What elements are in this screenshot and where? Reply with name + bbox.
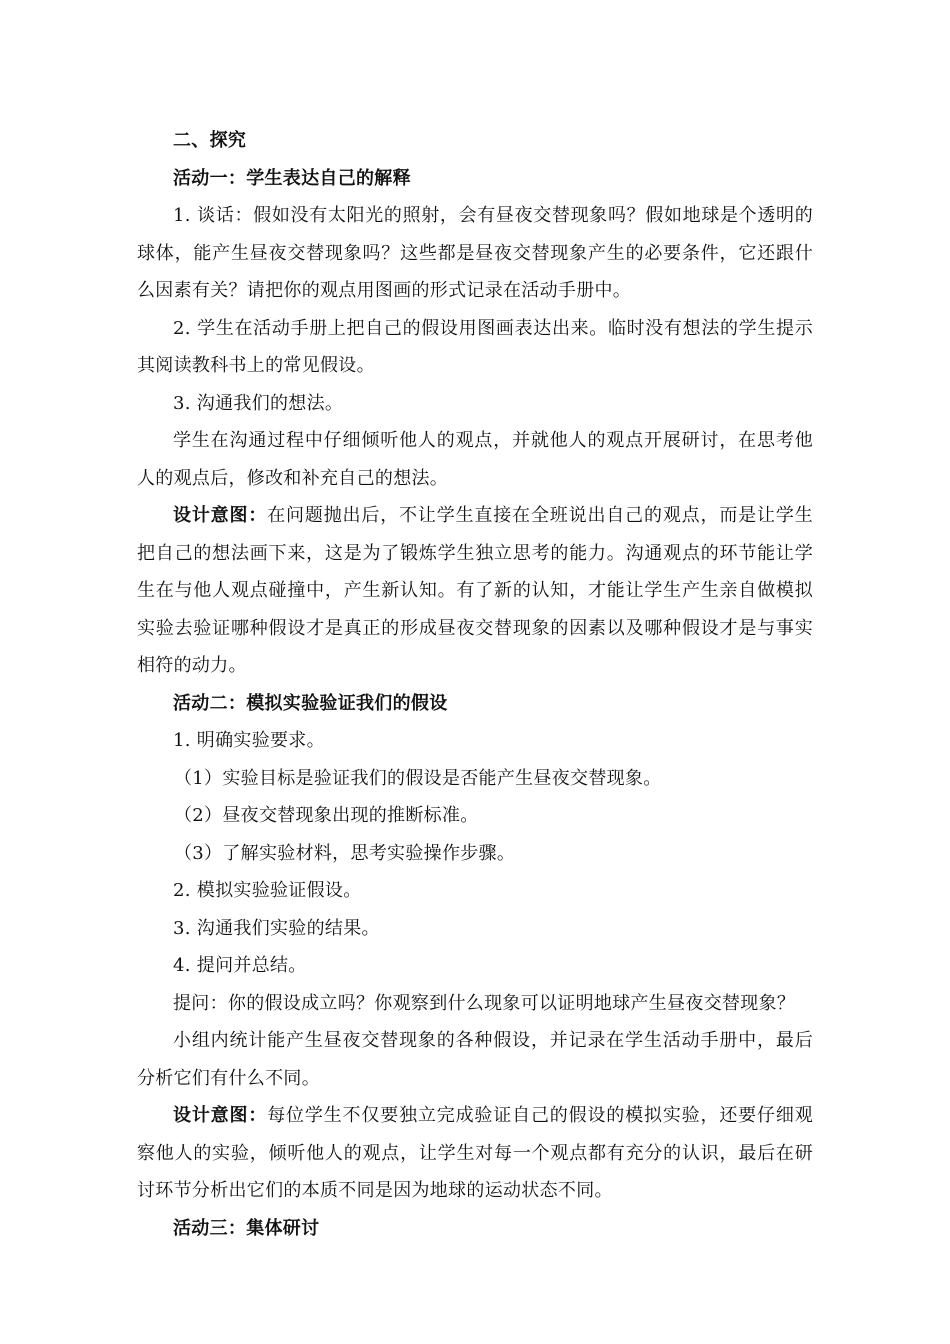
activity-2-paragraph-3: 3. 沟通我们实验的结果。	[173, 917, 380, 939]
design-intent-1	[137, 497, 813, 685]
design-intent-1-label: 设计意图：	[173, 505, 268, 526]
activity-3-title: 活动三：集体研讨	[173, 1217, 320, 1239]
activity-2-subitem-3: （3）了解实验材料，思考实验操作步骤。	[174, 842, 516, 864]
activity-1-title: 活动一：学生表达自己的解释	[173, 167, 411, 189]
activity-2-subitem-1: （1）实验目标是验证我们的假设是否能产生昼夜交替现象。	[174, 767, 662, 789]
activity-2-paragraph-4: 4. 提问并总结。	[173, 955, 307, 976]
section-heading-explore: 二、探究	[173, 130, 247, 151]
design-intent-1-text: 在问题抛出后，不让学生直接在全班说出自己的观点，而是让学生把自己的想法画下来，这是为了锻炼学生独立思考的能力。沟通观点的环节能让学生在与他人观点碰撞中，产生新认知。有了新的认知，才能让学生产生亲自做模拟实验去验证哪种假设才是真正的形成昼夜交替现象的因素以及哪种假设才是与事实相符的动力。	[137, 505, 814, 676]
document-body	[137, 122, 813, 1247]
design-intent-2	[137, 1097, 813, 1210]
activity-2-paragraph-6: 小组内统计能产生昼夜交替现象的各种假设，并记录在学生活动手册中，最后分析它们有什么不同。	[137, 1030, 813, 1089]
activity-1-paragraph-3: 3. 沟通我们的想法。	[173, 392, 344, 414]
activity-2-paragraph-1: 1. 明确实验要求。	[173, 730, 325, 751]
activity-2-subitem-2: （2）昼夜交替现象出现的推断标准。	[174, 805, 479, 826]
design-intent-2-label: 设计意图：	[173, 1105, 268, 1126]
design-intent-2-text: 每位学生不仅要独立完成验证自己的假设的模拟实验，还要仔细观察他人的实验，倾听他人的观点，让学生对每一个观点都有充分的认识，最后在研讨环节分析出它们的本质不同是因为地球的运动状态不同。	[137, 1105, 814, 1201]
activity-2-paragraph-2: 2. 模拟实验验证假设。	[173, 880, 362, 901]
activity-2-paragraph-5: 提问：你的假设成立吗？你观察到什么现象可以证明地球产生昼夜交替现象？	[173, 992, 796, 1014]
activity-1-paragraph-4: 学生在沟通过程中仔细倾听他人的观点，并就他人的观点开展研讨，在思考他人的观点后，修改和补充自己的想法。	[137, 430, 813, 489]
activity-1-paragraph-2: 2. 学生在活动手册上把自己的假设用图画表达出来。临时没有想法的学生提示其阅读教科书上的常见假设。	[137, 317, 813, 376]
activity-1-paragraph-1: 1. 谈话：假如没有太阳光的照射，会有昼夜交替现象吗？假如地球是个透明的球体，能产生昼夜交替现象吗？这些都是昼夜交替现象产生的必要条件，它还跟什么因素有关？请把你的观点用图画的形式记录在活动手册中。	[137, 205, 813, 301]
activity-2-title: 活动二：模拟实验验证我们的假设	[173, 692, 448, 714]
